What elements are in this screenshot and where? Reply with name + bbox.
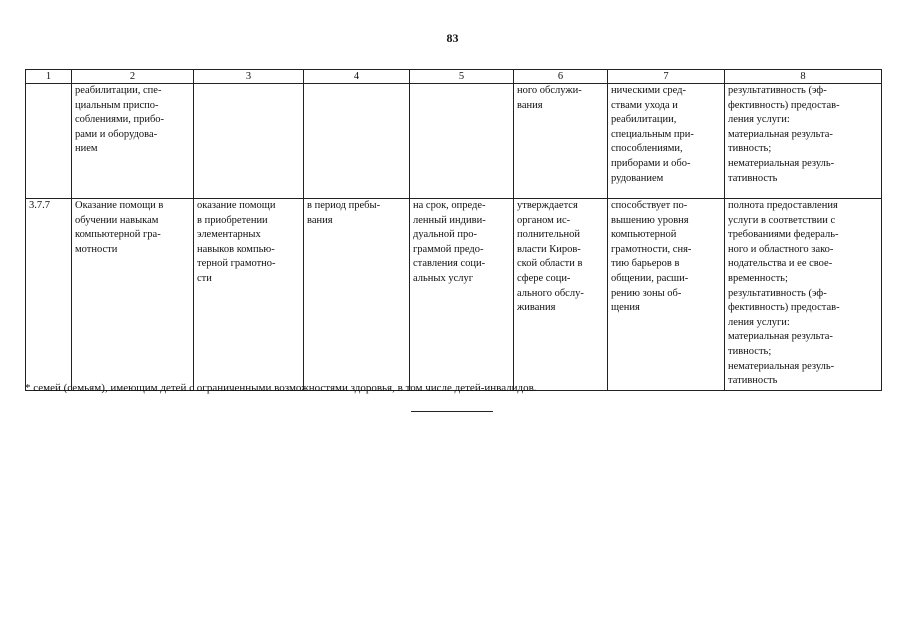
table-cell: оказание помощи в приобретении элементарных навыков компью- терной грамотно- сти	[194, 199, 304, 391]
table-cell: реабилитации, спе- циальным приспо- соблениями, прибо- рами и оборудова- нием	[72, 84, 194, 199]
table-cell: утверждается органом ис- полнительной власти Киров- ской области в сфере соци- ального обслу- живания	[514, 199, 608, 391]
table-cell: ническими сред- ствами ухода и реабилитации, специальным при- способлениями, приборами и обо- рудованием	[608, 84, 725, 199]
column-header-2: 2	[72, 70, 194, 84]
services-table	[25, 69, 882, 391]
table-cell: ного обслужи- вания	[514, 84, 608, 199]
column-header-4: 4	[304, 70, 410, 84]
column-header-7: 7	[608, 70, 725, 84]
end-divider	[411, 411, 493, 412]
page-number: 83	[446, 31, 459, 45]
table-cell	[194, 84, 304, 199]
table-cell: 3.7.7	[26, 199, 72, 391]
table-cell: результативность (эф- фективность) предостав- ления услуги: материальная результа- тивность; нематериальная резуль- тативность	[725, 84, 882, 199]
column-header-5: 5	[410, 70, 514, 84]
table-cell: на срок, опреде- ленный индиви- дуальной про- граммой предо- ставления соци- альных услуг	[410, 199, 514, 391]
footnote: * семей (семьям), имеющим детей с ограниченными возможностями здоровья, в том числе детей-инвалидов.	[25, 382, 537, 394]
table-cell: Оказание помощи в обучении навыкам компьютерной гра- мотности	[72, 199, 194, 391]
table-cell: полнота предоставления услуги в соответствии с требованиями федераль- ного и областного зако- нодательства и ее свое- временность; результативность (эф- фективность) предостав- ления услуги: материальная результа- тивность; нематериальная резуль- тативность	[725, 199, 882, 391]
table-cell: способствует по- вышению уровня компьютерной грамотности, сня- тию барьеров в общении, расши- рению зоны об- щения	[608, 199, 725, 391]
table-cell	[304, 84, 410, 199]
column-header-6: 6	[514, 70, 608, 84]
header-row	[26, 70, 882, 84]
column-header-8: 8	[725, 70, 882, 84]
table-cell	[26, 84, 72, 199]
table-row-continuation	[26, 84, 882, 199]
column-header-1: 1	[26, 70, 72, 84]
column-header-3: 3	[194, 70, 304, 84]
table-row-3-7-7	[26, 199, 882, 391]
table-cell: в период пребы- вания	[304, 199, 410, 391]
table-cell	[410, 84, 514, 199]
